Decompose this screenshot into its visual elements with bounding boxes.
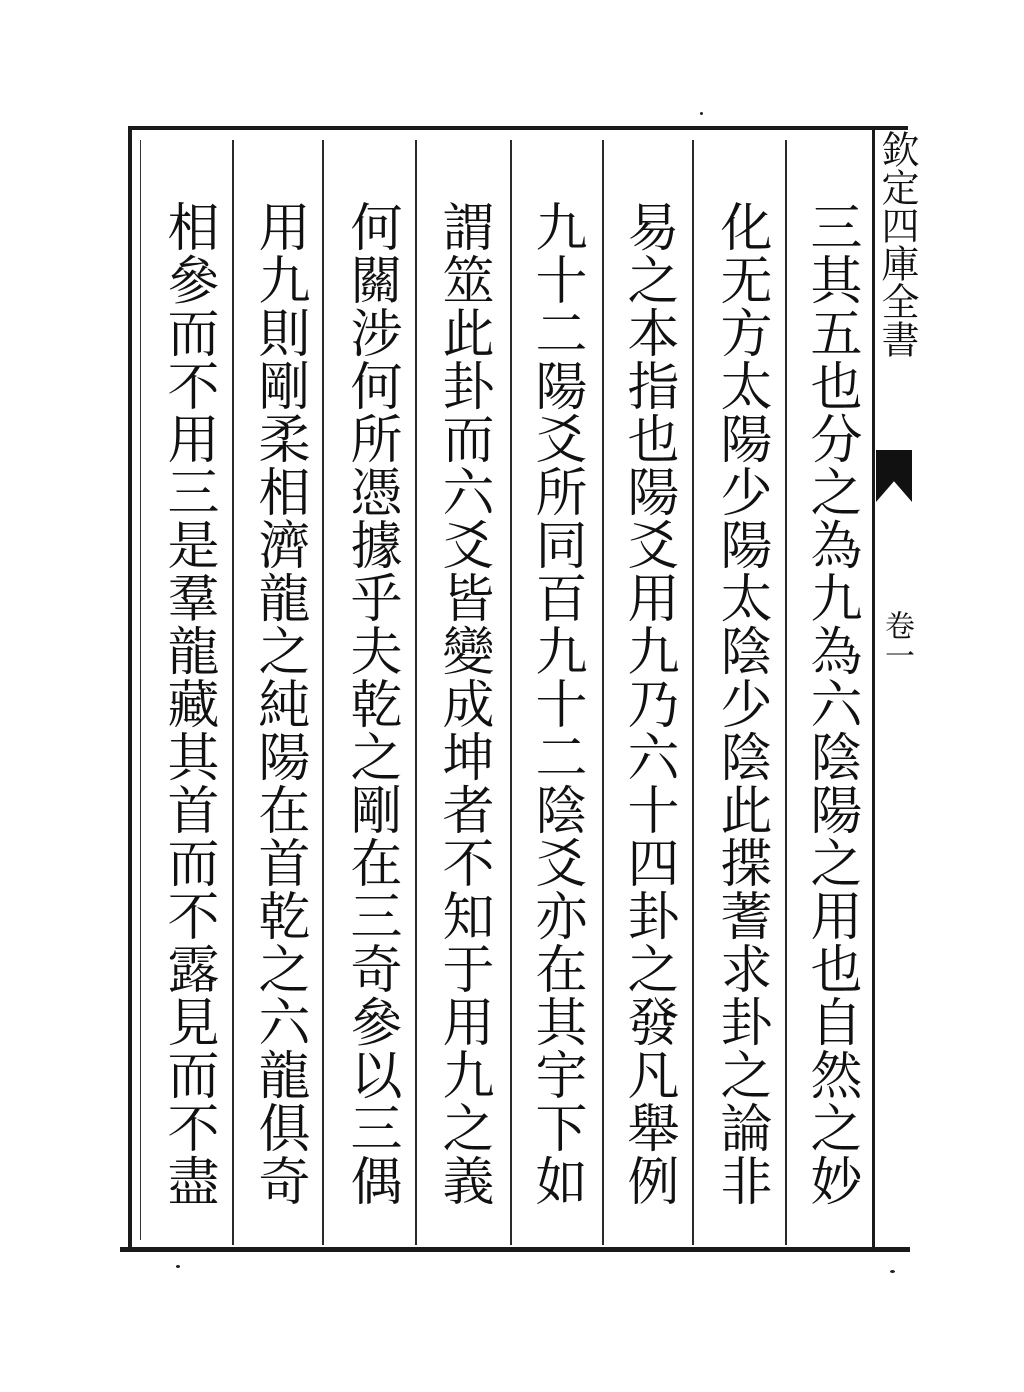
frame-left-inner-border (140, 140, 141, 1240)
column-divider (510, 140, 512, 1245)
column-divider (692, 140, 694, 1245)
text-column-4: 九十二陽爻所同百九十二陰爻亦在其宇下如 (526, 200, 586, 1207)
column-divider (602, 140, 604, 1245)
scan-speck (890, 1270, 895, 1273)
text-column-2: 化无方太陽少陽太陰少陰此揲蓍求卦之論非 (711, 200, 771, 1207)
scan-speck (176, 1265, 180, 1268)
column-divider (785, 140, 787, 1245)
text-column-5: 謂筮此卦而六爻皆變成坤者不知于用九之義 (433, 200, 493, 1207)
column-divider (232, 140, 234, 1245)
text-column-7: 用九則剛柔相濟龍之純陽在首乾之六龍俱奇 (249, 200, 309, 1207)
margin-volume-label: 卷一 (879, 610, 914, 670)
margin-book-title: 欽定四庫全書 (875, 130, 919, 358)
text-column-6: 何關涉何所憑據乎夫乾之剛在三奇參以三偶 (341, 200, 401, 1207)
text-column-1: 三其五也分之為九為六陰陽之用也自然之妙 (801, 200, 861, 1207)
frame-bottom-border (120, 1247, 910, 1252)
text-column-3: 易之本指也陽爻用九乃六十四卦之發凡舉例 (618, 200, 678, 1207)
frame-left-border (128, 126, 132, 1250)
fishtail-mark-icon (876, 450, 912, 502)
text-column-8: 相參而不用三是羣龍藏其首而不露見而不盡 (158, 200, 218, 1207)
column-divider (415, 140, 417, 1245)
scan-speck (700, 112, 703, 115)
frame-top-border (128, 126, 908, 130)
column-divider (322, 140, 324, 1245)
